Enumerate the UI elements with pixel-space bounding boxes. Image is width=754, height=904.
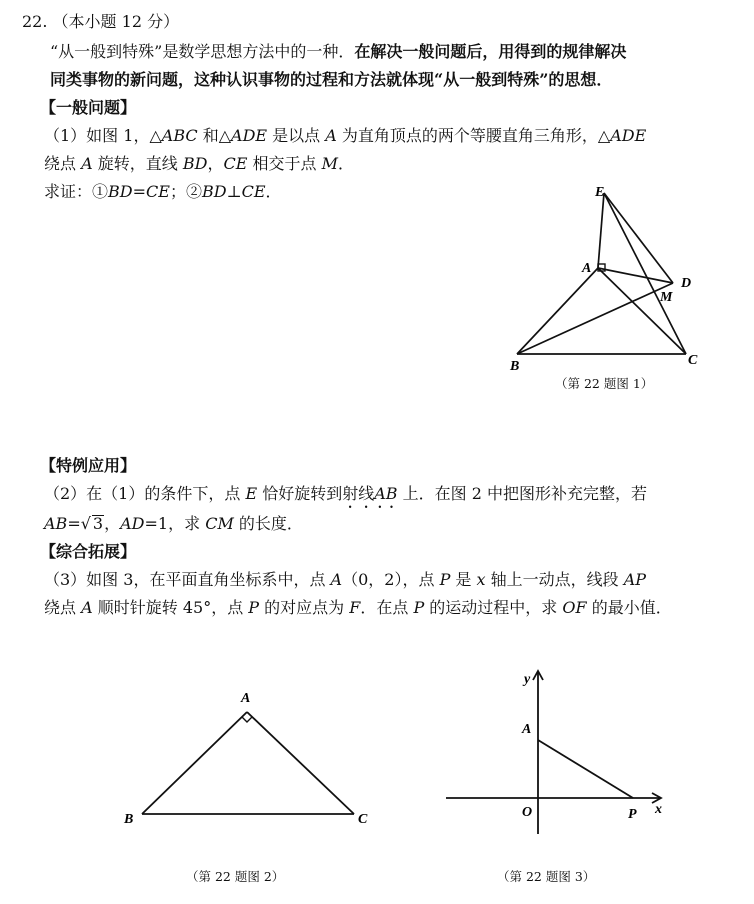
segment-of: OF bbox=[562, 598, 587, 617]
line-bd: BD bbox=[182, 154, 208, 173]
point-p: P bbox=[439, 570, 451, 589]
q2-text: 恰好旋转到 bbox=[257, 484, 343, 503]
line-ce: CE bbox=[223, 154, 248, 173]
intro-emphasis: 在解决一般问题后，用得到的规律解决 bbox=[354, 42, 627, 61]
q1-text: ． bbox=[337, 154, 354, 173]
ad-label: AD bbox=[120, 514, 145, 533]
point-a: A bbox=[325, 126, 337, 145]
q1-text: 绕点 bbox=[44, 154, 82, 173]
question-number: 22. bbox=[22, 12, 48, 31]
segment-ap: AP bbox=[623, 570, 647, 589]
label-c: C bbox=[688, 353, 698, 368]
ray-emphasis: 射线 bbox=[342, 484, 375, 503]
label-x-fig3: x bbox=[655, 802, 662, 817]
cm-label: CM bbox=[205, 514, 234, 533]
point-m: M bbox=[321, 154, 338, 173]
q3-text: ．在点 bbox=[360, 598, 414, 617]
label-b-fig2: B bbox=[124, 812, 134, 827]
point-e: E bbox=[245, 484, 258, 503]
q1-text: 和△ bbox=[197, 126, 232, 145]
q3-text: （3）如图 3，在平面直角坐标系中，点 bbox=[44, 570, 331, 589]
figure-1-caption: （第 22 题图 1） bbox=[555, 376, 654, 391]
q2-text: =1，求 bbox=[144, 514, 206, 533]
q3-text: 的最小值． bbox=[586, 598, 672, 617]
prove-perpendicular: BD⊥CE bbox=[201, 182, 266, 201]
label-a-fig3: A bbox=[522, 722, 532, 737]
label-c-fig2: C bbox=[358, 812, 368, 827]
point-a: A bbox=[81, 598, 93, 617]
label-m: M bbox=[660, 290, 673, 305]
q1-text: 旋转，直线 bbox=[92, 154, 183, 173]
sqrt-value: 3 bbox=[92, 514, 104, 533]
q3-text: 的运动过程中，求 bbox=[424, 598, 563, 617]
prove-equal: BD=CE bbox=[108, 182, 170, 201]
q3-text: 的对应点为 bbox=[259, 598, 350, 617]
sqrt-symbol: √ bbox=[80, 514, 91, 533]
tri-ade: ADE bbox=[231, 126, 268, 145]
prove-text: ． bbox=[265, 182, 282, 201]
q3-text: 轴上一动点，线段 bbox=[485, 570, 624, 589]
figure-3-caption: （第 22 题图 3） bbox=[497, 869, 596, 884]
prove-text: ；② bbox=[169, 182, 202, 201]
point-f: F bbox=[349, 598, 361, 617]
label-b: B bbox=[510, 359, 520, 374]
q1-text: 是以点 bbox=[267, 126, 326, 145]
intro-text: “从一般到特殊”是数学思想方法中的一种． bbox=[50, 42, 355, 61]
label-p-fig3: P bbox=[628, 807, 637, 822]
point-a: A bbox=[330, 570, 343, 589]
section-title-extension: 【综合拓展】 bbox=[40, 542, 137, 561]
point-p: P bbox=[248, 598, 260, 617]
q1-text: 相交于点 bbox=[247, 154, 322, 173]
point-a: A bbox=[81, 154, 93, 173]
point-p: P bbox=[413, 598, 425, 617]
q2-text: （2）在（1）的条件下，点 bbox=[44, 484, 246, 503]
label-d: D bbox=[681, 276, 692, 291]
figure-2-caption: （第 22 题图 2） bbox=[186, 869, 285, 884]
label-a-fig2: A bbox=[241, 691, 251, 706]
prove-text: 求证：① bbox=[44, 182, 109, 201]
label-o-fig3: O bbox=[522, 805, 533, 820]
label-y-fig3: y bbox=[524, 672, 531, 687]
x-axis-name: x bbox=[476, 570, 486, 589]
label-e: E bbox=[595, 185, 605, 200]
q1-text: 为直角顶点的两个等腰直角三角形，△ bbox=[336, 126, 611, 145]
q1-text: ， bbox=[207, 154, 224, 173]
seg-ap-fig3 bbox=[538, 740, 633, 798]
tri-ade: ADE bbox=[610, 126, 647, 145]
q3-text: 绕点 bbox=[44, 598, 82, 617]
q2-text: ， bbox=[104, 514, 121, 533]
section-title-special: 【特例应用】 bbox=[40, 456, 137, 475]
ab-equals: AB= bbox=[44, 514, 81, 533]
label-a: A bbox=[582, 261, 592, 276]
intro-line-2: 同类事物的新问题，这种认识事物的过程和方法就体现“从一般到特殊”的思想． bbox=[50, 70, 613, 89]
ray-ab: AB bbox=[374, 484, 398, 503]
section-title-general: 【一般问题】 bbox=[40, 98, 137, 117]
question-score: （本小题 12 分） bbox=[52, 12, 180, 31]
q3-text: 顺时针旋转 45°，点 bbox=[92, 598, 249, 617]
q3-text: 是 bbox=[450, 570, 477, 589]
tri-abc: ABC bbox=[161, 126, 198, 145]
q3-text: （0，2），点 bbox=[342, 570, 440, 589]
q1-text: （1）如图 1，△ bbox=[44, 126, 162, 145]
q2-text: 的长度． bbox=[233, 514, 303, 533]
q2-text: 上．在图 2 中把图形补充完整，若 bbox=[397, 484, 648, 503]
